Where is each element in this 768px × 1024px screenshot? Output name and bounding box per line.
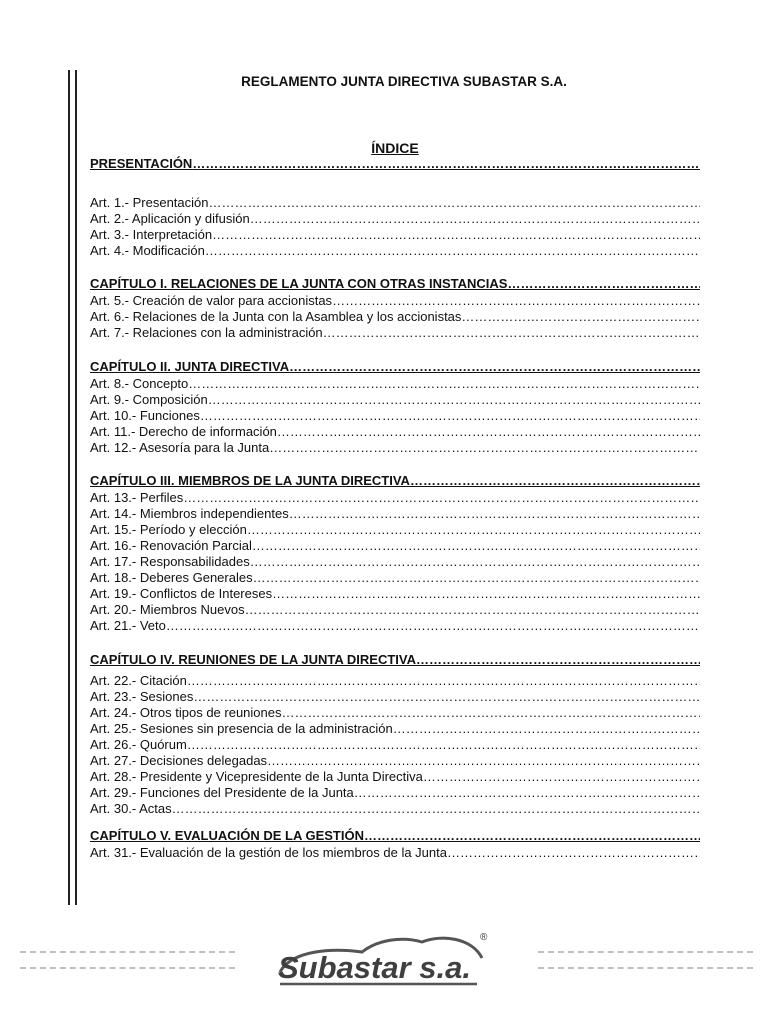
- toc-entry[interactable]: Art. 29.- Funciones del Presidente de la Junta …………………………………………………………………………………………………………………………………………………………………………………………: [90, 785, 700, 801]
- footer-dashed-rule-right: [538, 951, 753, 969]
- toc-entry[interactable]: Art. 26.- Quórum …………………………………………………………………………………………………………………………………………………………………………………………: [90, 737, 700, 753]
- toc-entry[interactable]: Art. 17.- Responsabilidades …………………………………………………………………………………………………………………………………………………………………………………………: [90, 554, 700, 570]
- footer-dashed-rule-left: [20, 951, 235, 969]
- toc-entry[interactable]: Art. 27.- Decisiones delegadas …………………………………………………………………………………………………………………………………………………………………………………………: [90, 753, 700, 769]
- toc-entry[interactable]: Art. 14.- Miembros independientes …………………………………………………………………………………………………………………………………………………………………………………………: [90, 506, 700, 522]
- toc-entry[interactable]: Art. 15.- Período y elección …………………………………………………………………………………………………………………………………………………………………………………………: [90, 522, 700, 538]
- toc-entry[interactable]: Art. 18.- Deberes Generales …………………………………………………………………………………………………………………………………………………………………………………………: [90, 570, 700, 586]
- toc-entry[interactable]: Art. 31.- Evaluación de la gestión de los miembros de la Junta …………………………………………………………………………………………………………………………………………………………………………………………: [90, 845, 700, 861]
- toc-section-capitulo-5: [90, 827, 700, 861]
- toc-entry[interactable]: Art. 28.- Presidente y Vicepresidente de la Junta Directiva …………………………………………………………………………………………………………………………………………………………………………………………: [90, 769, 700, 785]
- toc-list-capitulo-4: [90, 673, 700, 817]
- toc-entry[interactable]: Art. 23.- Sesiones …………………………………………………………………………………………………………………………………………………………………………………………: [90, 689, 700, 705]
- toc-section-capitulo-1: [90, 275, 700, 341]
- toc-entry[interactable]: Art. 13.- Perfiles …………………………………………………………………………………………………………………………………………………………………………………………: [90, 490, 700, 506]
- toc-entry[interactable]: Art. 25.- Sesiones sin presencia de la administración …………………………………………………………………………………………………………………………………………………………………………………………: [90, 721, 700, 737]
- section-heading[interactable]: CAPÍTULO II. JUNTA DIRECTIVA …………………………………………………………………………………………………………………………………………………………………………………………: [90, 358, 700, 376]
- toc-entry[interactable]: Art. 16.- Renovación Parcial …………………………………………………………………………………………………………………………………………………………………………………………: [90, 538, 700, 554]
- toc-entry[interactable]: Art. 11.- Derecho de información …………………………………………………………………………………………………………………………………………………………………………………………: [90, 424, 700, 440]
- toc-entry[interactable]: Art. 10.- Funciones …………………………………………………………………………………………………………………………………………………………………………………………: [90, 408, 700, 424]
- section-heading[interactable]: CAPÍTULO I. RELACIONES DE LA JUNTA CON OTRAS INSTANCIAS …………………………………………………………………………………………………………………………………………………………………………………………: [90, 275, 700, 293]
- toc-entry[interactable]: Art. 30.- Actas …………………………………………………………………………………………………………………………………………………………………………………………: [90, 801, 700, 817]
- toc-entry[interactable]: Art. 12.- Asesoría para la Junta …………………………………………………………………………………………………………………………………………………………………………………………: [90, 440, 700, 456]
- toc-entry[interactable]: Art. 4.- Modificación …………………………………………………………………………………………………………………………………………………………………………………………: [90, 243, 700, 259]
- subastar-logo: [272, 928, 497, 992]
- toc-section-capitulo-2: [90, 358, 700, 456]
- toc-entry[interactable]: Art. 7.- Relaciones con la administración …………………………………………………………………………………………………………………………………………………………………………………………: [90, 325, 700, 341]
- logo-text: Subastar s.a.: [278, 950, 471, 985]
- toc-entry[interactable]: Art. 21.- Veto …………………………………………………………………………………………………………………………………………………………………………………………: [90, 618, 700, 634]
- toc-entry[interactable]: Art. 5.- Creación de valor para accionistas …………………………………………………………………………………………………………………………………………………………………………………………: [90, 293, 700, 309]
- margin-line-left: [68, 70, 70, 905]
- section-heading[interactable]: CAPÍTULO III. MIEMBROS DE LA JUNTA DIRECTIVA …………………………………………………………………………………………………………………………………………………………………………………………: [90, 472, 700, 490]
- toc-entry[interactable]: Art. 8.- Concepto …………………………………………………………………………………………………………………………………………………………………………………………: [90, 376, 700, 392]
- toc-entry[interactable]: Art. 3.- Interpretación …………………………………………………………………………………………………………………………………………………………………………………………: [90, 227, 700, 243]
- registered-mark: ®: [480, 932, 488, 943]
- document-title: REGLAMENTO JUNTA DIRECTIVA SUBASTAR S.A.: [241, 74, 567, 89]
- toc-section-presentacion: [90, 155, 700, 173]
- toc-entry[interactable]: Art. 19.- Conflictos de Intereses …………………………………………………………………………………………………………………………………………………………………………………………: [90, 586, 700, 602]
- section-heading[interactable]: CAPÍTULO IV. REUNIONES DE LA JUNTA DIRECTIVA …………………………………………………………………………………………………………………………………………………………………………………………: [90, 651, 700, 669]
- toc-entry[interactable]: Art. 24.- Otros tipos de reuniones …………………………………………………………………………………………………………………………………………………………………………………………: [90, 705, 700, 721]
- toc-entry[interactable]: Art. 20.- Miembros Nuevos …………………………………………………………………………………………………………………………………………………………………………………………: [90, 602, 700, 618]
- toc-entry[interactable]: Art. 1.- Presentación …………………………………………………………………………………………………………………………………………………………………………………………: [90, 195, 700, 211]
- toc-section-capitulo-3: [90, 472, 700, 634]
- section-heading[interactable]: PRESENTACIÓN …………………………………………………………………………………………………………………………………………………………………………………………: [90, 155, 700, 173]
- toc-entry[interactable]: Art. 6.- Relaciones de la Junta con la Asamblea y los accionistas …………………………………………………………………………………………………………………………………………………………………………………………: [90, 309, 700, 325]
- section-heading[interactable]: CAPÍTULO V. EVALUACIÓN DE LA GESTIÓN …………………………………………………………………………………………………………………………………………………………………………………………: [90, 827, 700, 845]
- toc-entry[interactable]: Art. 2.- Aplicación y difusión …………………………………………………………………………………………………………………………………………………………………………………………: [90, 211, 700, 227]
- toc-entry[interactable]: Art. 9.- Composición …………………………………………………………………………………………………………………………………………………………………………………………: [90, 392, 700, 408]
- index-heading: ÍNDICE: [371, 140, 419, 156]
- margin-line-right: [75, 70, 77, 905]
- toc-list-presentacion: [90, 195, 700, 259]
- toc-section-capitulo-4: [90, 651, 700, 669]
- toc-entry[interactable]: Art. 22.- Citación …………………………………………………………………………………………………………………………………………………………………………………………: [90, 673, 700, 689]
